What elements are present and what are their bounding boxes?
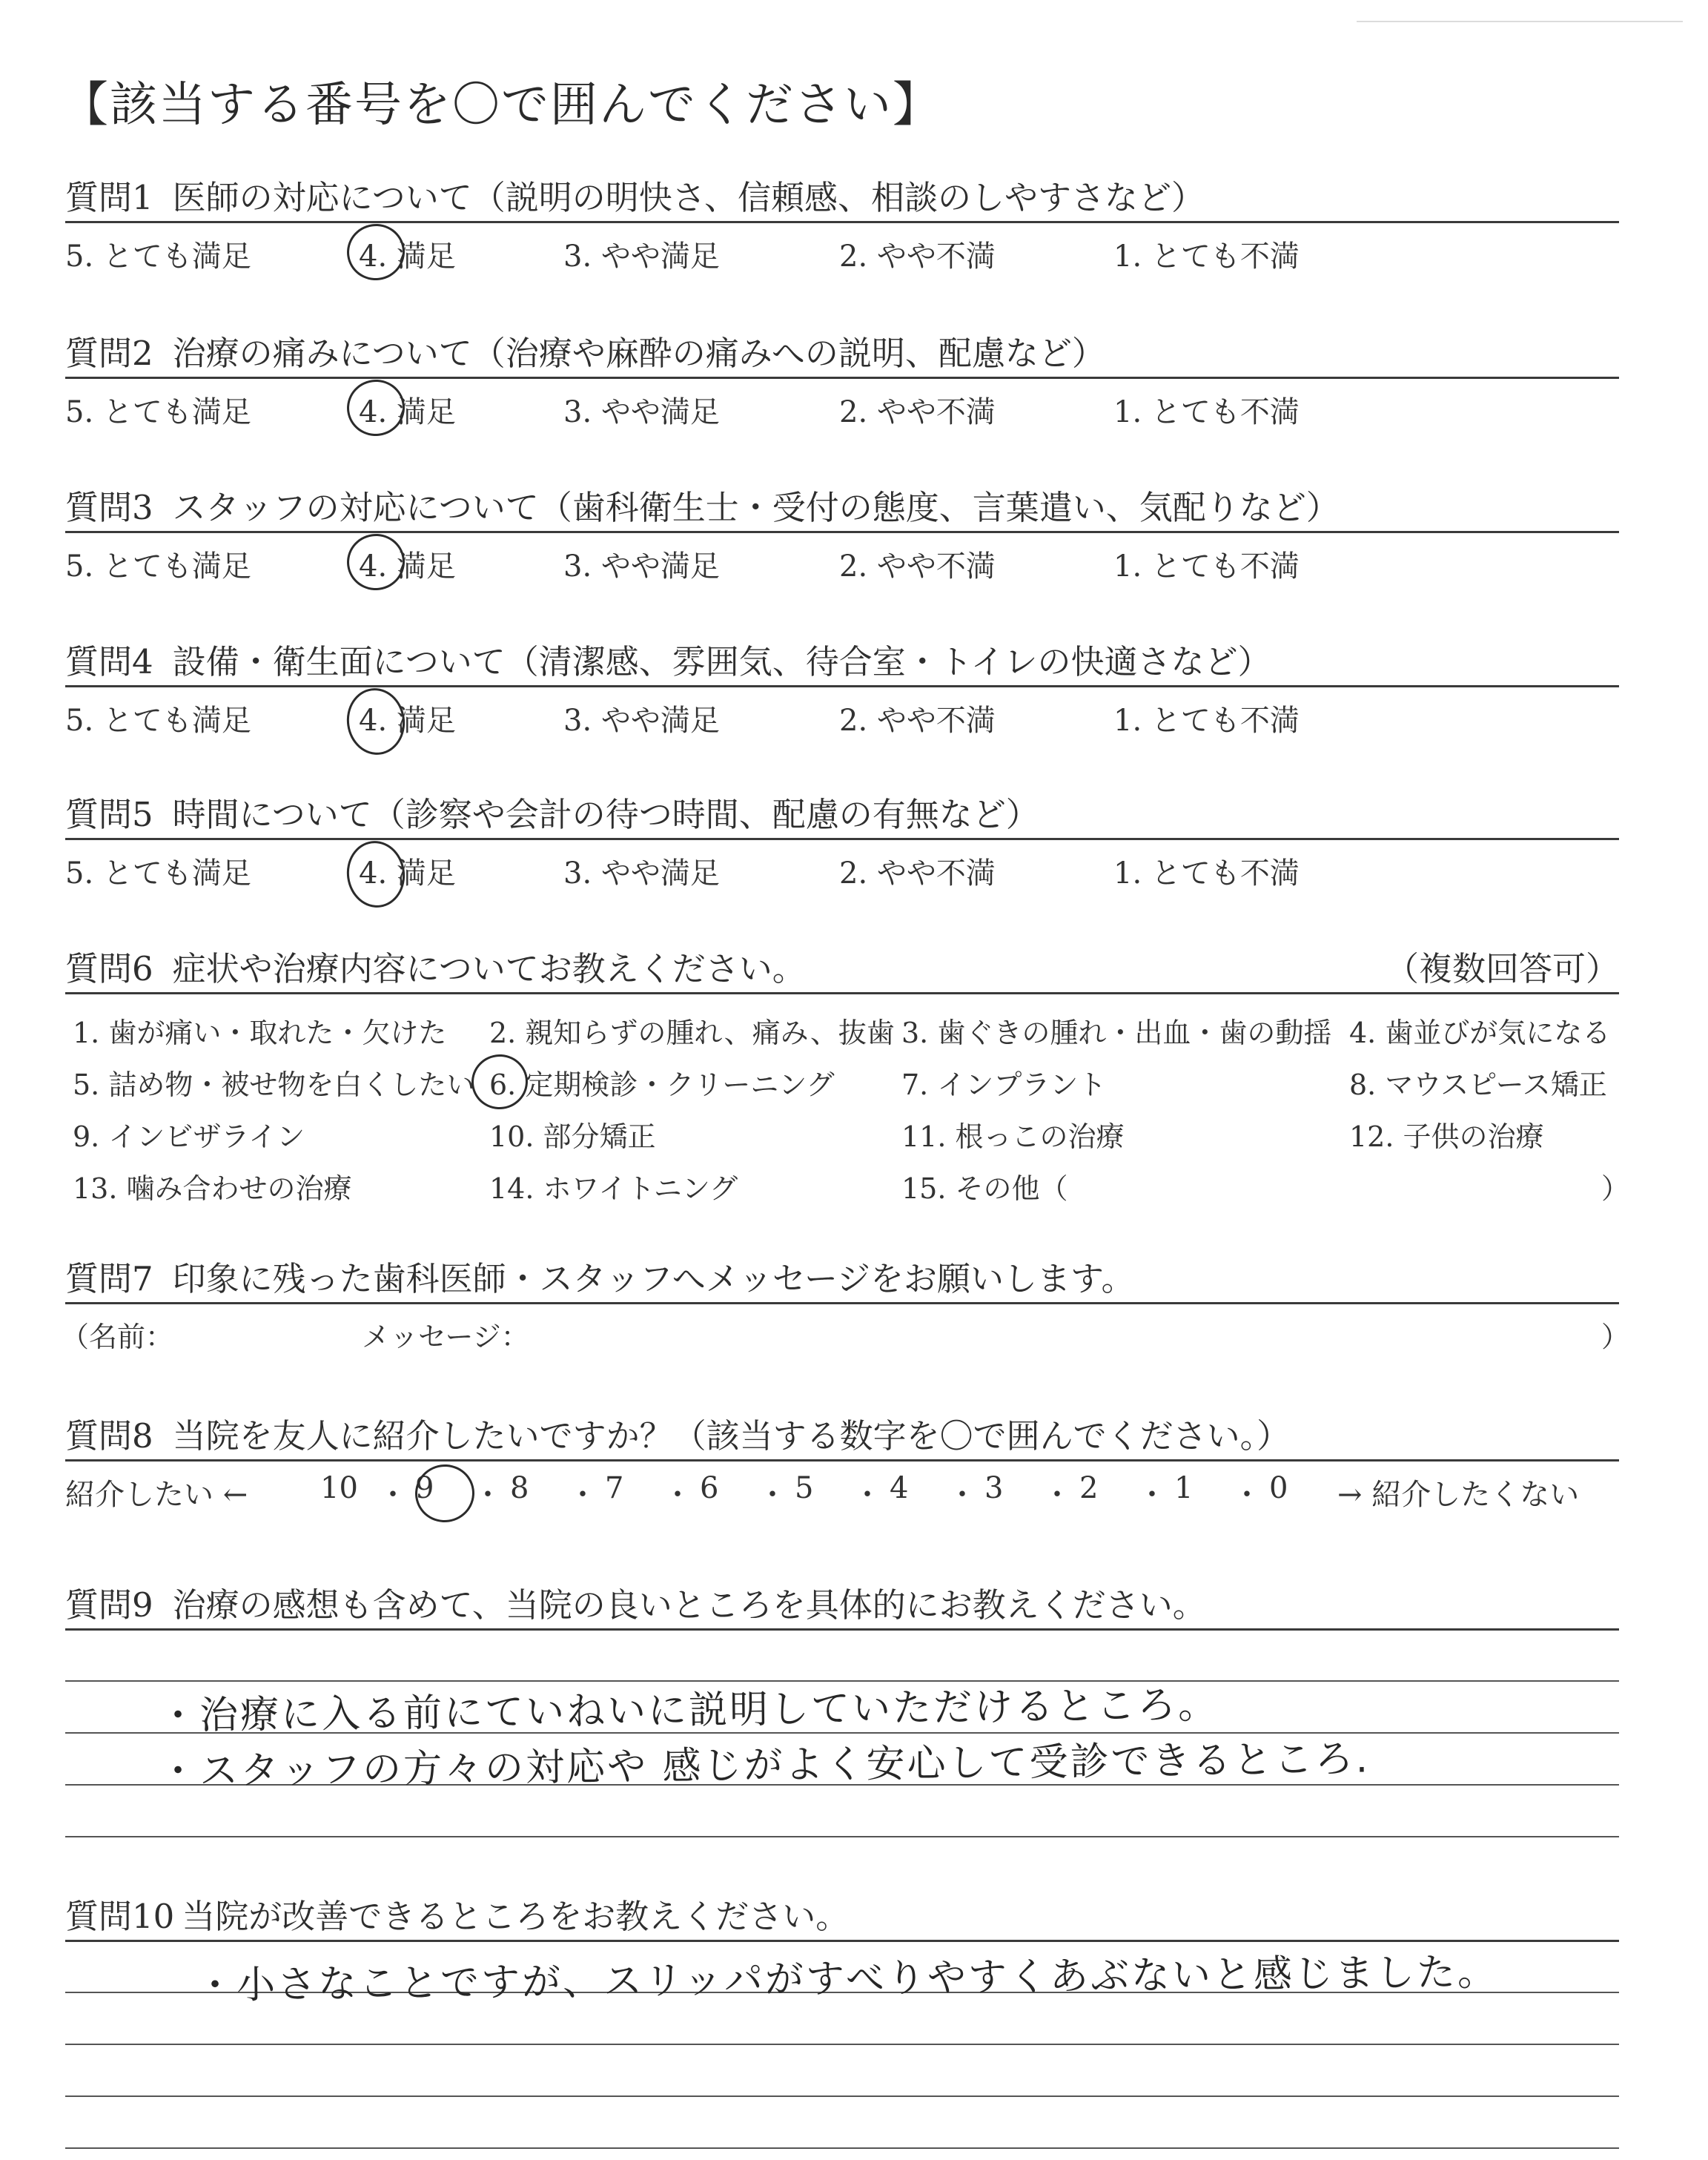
rating-option[interactable]: 3. やや満足 bbox=[563, 395, 720, 429]
question-rule bbox=[65, 221, 1619, 223]
q8-right-label: → 紹介したくない bbox=[1337, 1478, 1580, 1512]
q5-heading bbox=[65, 787, 1039, 836]
rating-option[interactable]: 2. やや不満 bbox=[839, 856, 996, 891]
q8-scale bbox=[65, 1471, 1619, 1516]
q3-heading bbox=[65, 480, 1340, 529]
question-rule bbox=[65, 838, 1619, 840]
q7-rule bbox=[65, 1302, 1619, 1304]
q8-left-label: 紹介したい ← bbox=[65, 1478, 248, 1512]
q8-scale-number[interactable]: 9 bbox=[415, 1471, 434, 1505]
q6-multiple-note: （複数回答可） bbox=[1385, 949, 1619, 988]
q6-heading bbox=[65, 942, 806, 990]
q7-heading bbox=[65, 1252, 1134, 1300]
rating-option[interactable]: 1. とても不満 bbox=[1113, 856, 1300, 891]
q6-close-paren: ） bbox=[1601, 1172, 1630, 1205]
question-text: スタッフの対応について（歯科衛生士・受付の態度、言葉遣い、気配りなど） bbox=[172, 488, 1340, 527]
q10-answer-line bbox=[65, 2095, 1619, 2097]
scan-edge-line bbox=[1357, 21, 1683, 22]
rating-options-row bbox=[65, 850, 1619, 894]
q7-name-label: （名前： bbox=[61, 1321, 174, 1353]
rating-option[interactable]: 1. とても不満 bbox=[1113, 395, 1300, 429]
q8-scale-dot: ・ bbox=[1042, 1478, 1072, 1512]
rating-options-row bbox=[65, 697, 1619, 742]
q2-heading bbox=[65, 326, 1105, 374]
q10-answer-line bbox=[65, 2147, 1619, 2149]
question-rule bbox=[65, 377, 1619, 379]
q8-scale-number[interactable]: 4 bbox=[890, 1471, 909, 1505]
q4-heading bbox=[65, 635, 1271, 683]
q8-scale-dot: ・ bbox=[947, 1478, 977, 1512]
q8-scale-dot: ・ bbox=[853, 1478, 882, 1512]
rating-option[interactable]: 5. とても満足 bbox=[65, 395, 251, 429]
rating-option[interactable]: 2. やや不満 bbox=[839, 395, 996, 429]
selection-circle bbox=[342, 684, 409, 759]
question-rule bbox=[65, 685, 1619, 687]
rating-option[interactable]: 1. とても不満 bbox=[1113, 704, 1300, 738]
q8-scale-number[interactable]: 2 bbox=[1079, 1471, 1099, 1505]
q10-handwritten-answer: ・小さなことですが、スリッパがすべりやすくあぶないと感じました。 bbox=[195, 1949, 1499, 2009]
question-text: 治療の痛みについて（治療や麻酔の痛みへの説明、配慮など） bbox=[172, 334, 1105, 373]
rating-options-row bbox=[65, 389, 1619, 433]
q9-handwritten-answer: ・スタッフの方々の対応や 感じがよく安心して受診できるところ. bbox=[158, 1737, 1371, 1794]
q7-number: 質問7 bbox=[65, 1259, 153, 1298]
question-number: 質問1 bbox=[65, 178, 153, 217]
q6-option[interactable]: 12. 子供の治療 bbox=[1349, 1120, 1544, 1153]
rating-option[interactable]: 1. とても不満 bbox=[1113, 549, 1300, 584]
q6-option[interactable]: 2. 親知らずの腫れ、痛み、抜歯 bbox=[489, 1017, 895, 1049]
q6-selection-circle bbox=[468, 1051, 532, 1113]
q6-option[interactable]: 6. 定期検診・クリーニング bbox=[489, 1069, 835, 1101]
q9-rule bbox=[65, 1628, 1619, 1631]
q10-number: 質問10 bbox=[65, 1897, 175, 1936]
q6-option[interactable]: 13. 噛み合わせの治療 bbox=[73, 1172, 352, 1205]
q8-number: 質問8 bbox=[65, 1416, 153, 1456]
rating-option[interactable]: 4. 満足 bbox=[359, 240, 456, 274]
rating-option[interactable]: 2. やや不満 bbox=[839, 704, 996, 738]
rating-option[interactable]: 3. やや満足 bbox=[563, 240, 720, 274]
rating-option[interactable]: 3. やや満足 bbox=[563, 856, 720, 891]
selection-circle bbox=[342, 837, 409, 911]
rating-options-row bbox=[65, 543, 1619, 587]
rating-option[interactable]: 3. やや満足 bbox=[563, 549, 720, 584]
q8-scale-dot: ・ bbox=[378, 1478, 408, 1512]
q7-message-label: メッセージ： bbox=[362, 1321, 529, 1353]
page-title: 【該当する番号を〇で囲んでください】 bbox=[61, 78, 941, 133]
q8-scale-dot: ・ bbox=[758, 1478, 787, 1512]
q8-scale-number[interactable]: 1 bbox=[1174, 1471, 1194, 1505]
q6-option[interactable]: 9. インビザライン bbox=[73, 1120, 305, 1153]
q6-number: 質問6 bbox=[65, 949, 153, 988]
rating-options-row bbox=[65, 233, 1619, 277]
rating-option[interactable]: 4. 満足 bbox=[359, 395, 456, 429]
rating-option[interactable]: 2. やや不満 bbox=[839, 549, 996, 584]
rating-option[interactable]: 5. とても満足 bbox=[65, 240, 251, 274]
q6-option[interactable]: 15. その他（ bbox=[901, 1172, 1068, 1205]
q9-handwritten-answer: ・治療に入る前にていねいに説明していただけるところ。 bbox=[158, 1682, 1219, 1739]
q8-scale-number[interactable]: 0 bbox=[1269, 1471, 1288, 1505]
question-number: 質問5 bbox=[65, 795, 153, 834]
q6-option[interactable]: 10. 部分矯正 bbox=[489, 1120, 656, 1153]
q6-option[interactable]: 11. 根っこの治療 bbox=[901, 1120, 1125, 1153]
rating-option[interactable]: 3. やや満足 bbox=[563, 704, 720, 738]
q8-text: 当院を友人に紹介したいですか？（該当する数字を〇で囲んでください。） bbox=[172, 1416, 1291, 1456]
q9-answer-line bbox=[65, 1836, 1619, 1837]
rating-option[interactable]: 5. とても満足 bbox=[65, 704, 251, 738]
q9-number: 質問9 bbox=[65, 1585, 153, 1625]
q8-rule bbox=[65, 1459, 1619, 1462]
q10-text: 当院が改善できるところをお教えください。 bbox=[182, 1897, 850, 1936]
q8-scale-dot: ・ bbox=[1137, 1478, 1167, 1512]
q6-option[interactable]: 4. 歯並びが気になる bbox=[1349, 1017, 1611, 1049]
rating-option[interactable]: 5. とても満足 bbox=[65, 856, 251, 891]
q7-close-paren: ） bbox=[1601, 1321, 1630, 1353]
q6-option[interactable]: 7. インプラント bbox=[901, 1069, 1107, 1101]
q8-scale-number[interactable]: 6 bbox=[700, 1471, 719, 1505]
question-number: 質問2 bbox=[65, 334, 153, 373]
q8-scale-dot: ・ bbox=[1232, 1478, 1262, 1512]
q6-rule bbox=[65, 992, 1619, 994]
q6-option[interactable]: 3. 歯ぐきの腫れ・出血・歯の動揺 bbox=[901, 1017, 1332, 1049]
q10-heading bbox=[65, 1889, 849, 1938]
q9-heading bbox=[65, 1578, 1206, 1626]
q8-scale-number[interactable]: 5 bbox=[795, 1471, 814, 1505]
q6-text: 症状や治療内容についてお教えください。 bbox=[172, 949, 806, 988]
question-text: 時間について（診察や会計の待つ時間、配慮の有無など） bbox=[172, 795, 1039, 834]
question-number: 質問4 bbox=[65, 642, 153, 681]
q8-scale-number[interactable]: 10 bbox=[320, 1471, 358, 1505]
q8-scale-number[interactable]: 3 bbox=[984, 1471, 1004, 1505]
q7-text: 印象に残った歯科医師・スタッフへメッセージをお願いします。 bbox=[172, 1259, 1135, 1298]
question-number: 質問3 bbox=[65, 488, 153, 527]
q6-option[interactable]: 1. 歯が痛い・取れた・欠けた bbox=[73, 1017, 447, 1049]
rating-option[interactable]: 1. とても不満 bbox=[1113, 240, 1300, 274]
rating-option[interactable]: 4. 満足 bbox=[359, 549, 456, 584]
rating-option[interactable]: 4. 満足 bbox=[359, 856, 456, 891]
q8-scale-dot: ・ bbox=[473, 1478, 503, 1512]
q9-text: 治療の感想も含めて、当院の良いところを具体的にお教えください。 bbox=[172, 1585, 1206, 1625]
q1-heading bbox=[65, 171, 1205, 219]
q10-answer-line bbox=[65, 2044, 1619, 2045]
q6-option[interactable]: 14. ホワイトニング bbox=[489, 1172, 738, 1205]
q8-scale-number[interactable]: 8 bbox=[510, 1471, 529, 1505]
q6-option[interactable]: 5. 詰め物・被せ物を白くしたい bbox=[73, 1069, 475, 1101]
rating-option[interactable]: 5. とても満足 bbox=[65, 549, 251, 584]
q8-heading bbox=[65, 1409, 1290, 1457]
q8-scale-dot: ・ bbox=[663, 1478, 692, 1512]
question-text: 医師の対応について（説明の明快さ、信頼感、相談のしやすさなど） bbox=[172, 178, 1205, 217]
rating-option[interactable]: 2. やや不満 bbox=[839, 240, 996, 274]
question-rule bbox=[65, 531, 1619, 533]
rating-option[interactable]: 4. 満足 bbox=[359, 704, 456, 738]
q6-option[interactable]: 8. マウスピース矯正 bbox=[1349, 1069, 1607, 1101]
q8-scale-dot: ・ bbox=[568, 1478, 598, 1512]
q8-scale-number[interactable]: 7 bbox=[605, 1471, 624, 1505]
question-text: 設備・衛生面について（清潔感、雰囲気、待合室・トイレの快適さなど） bbox=[172, 642, 1271, 681]
